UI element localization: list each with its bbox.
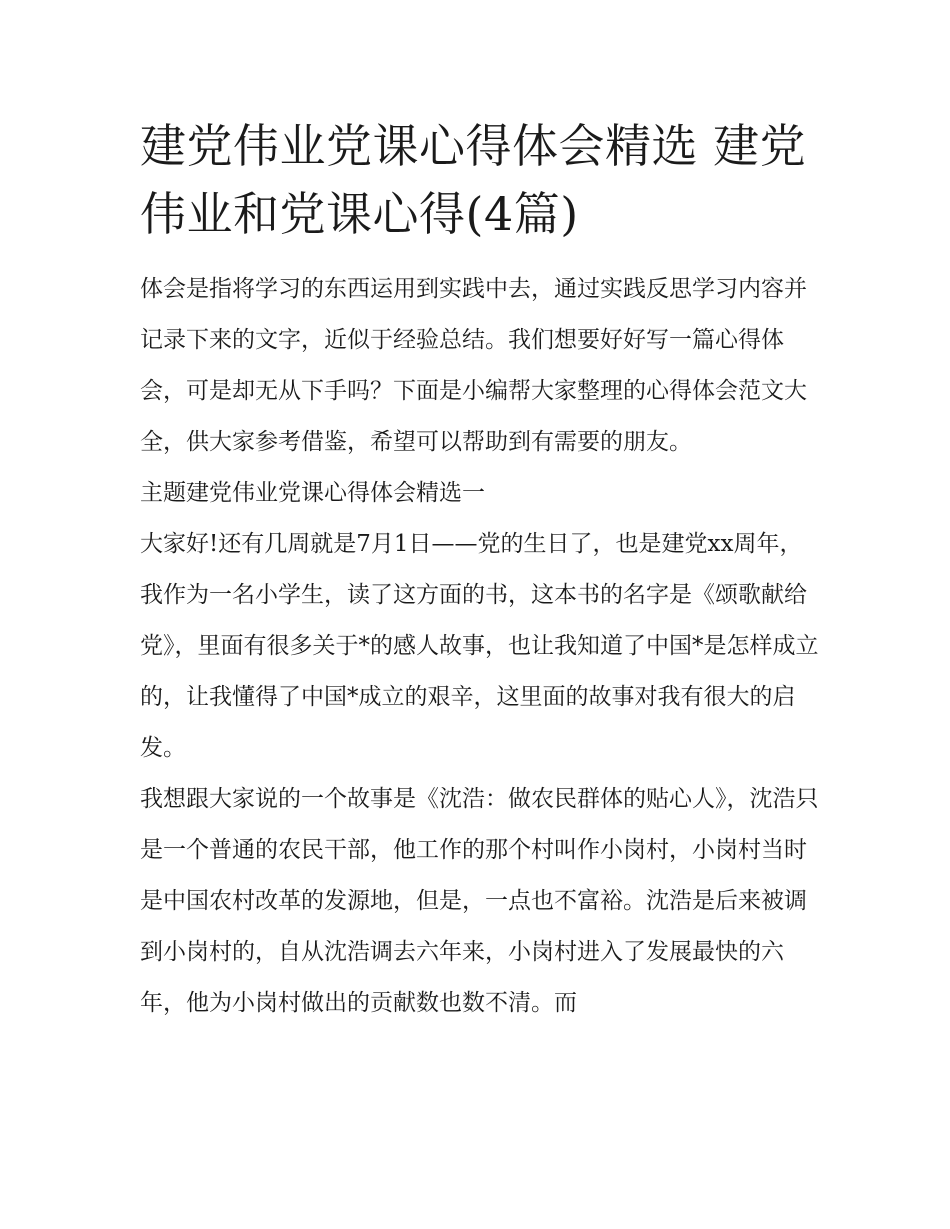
document-title: 建党伟业党课心得体会精选 建党伟业和党课心得(4篇) [140,119,807,241]
body-paragraph: 大家好!还有几周就是7月1日——党的生日了，也是建党xx周年，我作为一名小学生，读了这方面的书，这本书的名字是《颂歌献给党》，里面有很多关于*的感人故事，也让我知道了中国*是怎样成立的，让我懂得了中国*成立的艰辛，这里面的故事对我有很大的启发。 [140,531,819,761]
intro-paragraph: 体会是指将学习的东西运用到实践中去，通过实践反思学习内容并记录下来的文字，近似于经验总结。我们想要好好写一篇心得体会，可是却无从下手吗？下面是小编帮大家整理的心得体会范文大全，供大家参考借鉴，希望可以帮助到有需要的朋友。 [140,276,807,455]
body-paragraph: 我想跟大家说的一个故事是《沈浩：做农民群体的贴心人》，沈浩只是一个普通的农民干部，他工作的那个村叫作小岗村，小岗村当时是中国农村改革的发源地，但是，一点也不富裕。沈浩是后来被调到小岗村的，自从沈浩调去六年来，小岗村进入了发展最快的六年，他为小岗村做出的贡献数也数不清。而 [140,786,819,1016]
section-heading: 主题建党伟业党课心得体会精选一 [140,480,485,506]
document-body [140,112,820,1029]
